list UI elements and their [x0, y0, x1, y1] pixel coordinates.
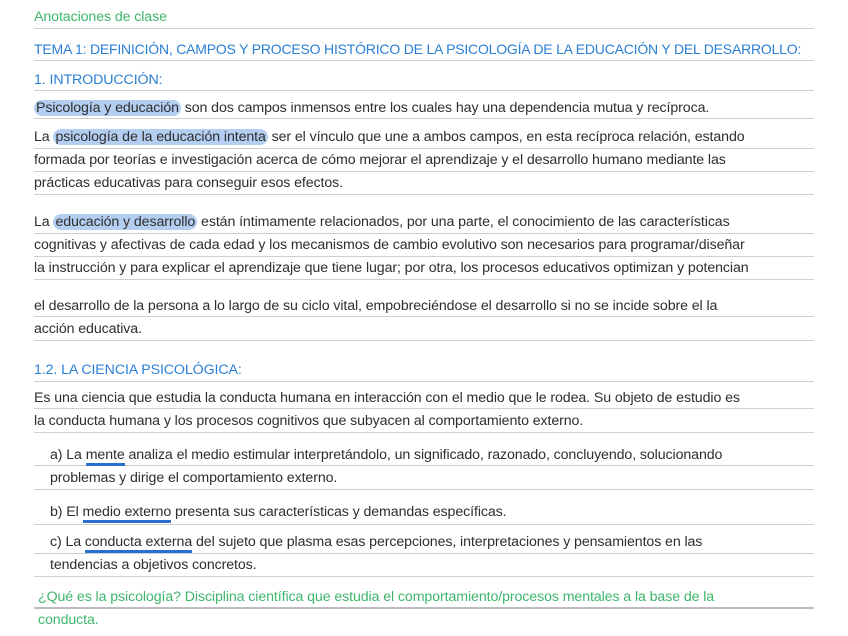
- underline-medio-externo: medio externo: [83, 504, 172, 523]
- ruled-line: [34, 256, 814, 257]
- highlight-psicologia-de-la-educacion: psicología de la educación intenta: [55, 129, 266, 145]
- intro-paragraph-3-line-1: La educación y desarrollo están íntimamente relacionados, por una parte, el conocimiento de las características: [34, 214, 730, 230]
- item-a-line-1: a) La mente analiza el medio estimular interpretándolo, un significado, razonado, concluyendo, solucionando: [50, 446, 722, 464]
- item-b: b) El medio externo presenta sus características y demandas específicas.: [50, 503, 507, 521]
- ruled-line: [34, 553, 814, 554]
- intro-paragraph-2-line-3: prácticas educativas para conseguir esos efectos.: [34, 175, 343, 191]
- ruled-line: [34, 340, 814, 341]
- item-c-line-1: c) La conducta externa del sujeto que plasma esas percepciones, interpretaciones y pensamientos en las: [50, 533, 702, 551]
- ruled-line: [34, 465, 814, 466]
- intro-paragraph-3-line-5: acción educativa.: [34, 321, 142, 337]
- underline-mente: mente: [86, 447, 125, 466]
- intro-paragraph-3-line-3: la instrucción y para explicar el aprendizaje que tiene lugar; por otra, los procesos educativos optimizan y potencian: [34, 260, 749, 276]
- ruled-line: [34, 489, 814, 490]
- ruled-line: [34, 28, 814, 29]
- ruled-line: [34, 194, 814, 195]
- ruled-line: [34, 148, 814, 149]
- ruled-line: [34, 171, 814, 172]
- highlight-educacion-desarrollo: educación y desarrollo: [55, 214, 196, 230]
- ruled-line: [34, 233, 814, 234]
- ruled-line: [34, 118, 814, 119]
- intro-paragraph-1: Psicología y educación son dos campos inmensos entre los cuales hay una dependencia mutua y recíproca.: [36, 100, 710, 116]
- question-line-1: ¿Qué es la psicología? Disciplina científica que estudia el comportamiento/procesos mentales a la base de la: [38, 589, 715, 605]
- ciencia-paragraph-line-1: Es una ciencia que estudia la conducta humana en interacción con el medio que le rodea. Su objeto de estudio es: [34, 390, 740, 406]
- item-c-line-2: tendencias a objetivos concretos.: [50, 557, 257, 573]
- ruled-line: [34, 316, 814, 317]
- underline-conducta-externa: conducta externa: [85, 534, 192, 553]
- ruled-line: [34, 90, 814, 91]
- item-a-line-2: problemas y dirige el comportamiento externo.: [50, 470, 338, 486]
- section-heading-ciencia-psicologica: 1.2. LA CIENCIA PSICOLÓGICA:: [34, 362, 242, 378]
- intro-paragraph-3-line-2: cognitivas y afectivas de cada edad y los mecanismos de cambio evolutivo son necesarios para programar/diseñar: [34, 237, 745, 253]
- section-heading-introduccion: 1. INTRODUCCIÓN:: [34, 72, 163, 88]
- ruled-line: [34, 432, 814, 433]
- ciencia-paragraph-line-2: la conducta humana y los procesos cognitivos que subyacen al comportamiento externo.: [34, 413, 584, 429]
- intro-paragraph-2-line-1: La psicología de la educación intenta ser el vínculo que une a ambos campos, en esta recíproca relación, estando: [34, 129, 745, 145]
- ruled-line: [34, 576, 814, 577]
- ruled-line: [34, 60, 814, 61]
- ruled-line: [34, 524, 814, 525]
- ruled-line: [34, 607, 814, 609]
- ruled-line: [34, 279, 814, 280]
- intro-paragraph-2-line-2: formada por teorías e investigación acerca de cómo mejorar el aprendizaje y el desarrollo humano mediante las: [34, 152, 726, 168]
- intro-paragraph-3-line-4: el desarrollo de la persona a lo largo de su ciclo vital, empobreciéndose el desarrollo si no se incide sobre el la: [34, 298, 718, 314]
- highlight-psicologia-educacion: Psicología y educación: [36, 100, 179, 116]
- notes-header: Anotaciones de clase: [34, 9, 167, 25]
- question-line-2: conducta.: [38, 612, 99, 628]
- topic-title: TEMA 1: DEFINICIÓN, CAMPOS Y PROCESO HISTÓRICO DE LA PSICOLOGÍA DE LA EDUCACIÓN Y DEL DESARROLLO:: [34, 41, 802, 57]
- ruled-line: [34, 381, 814, 382]
- ruled-line: [34, 408, 814, 409]
